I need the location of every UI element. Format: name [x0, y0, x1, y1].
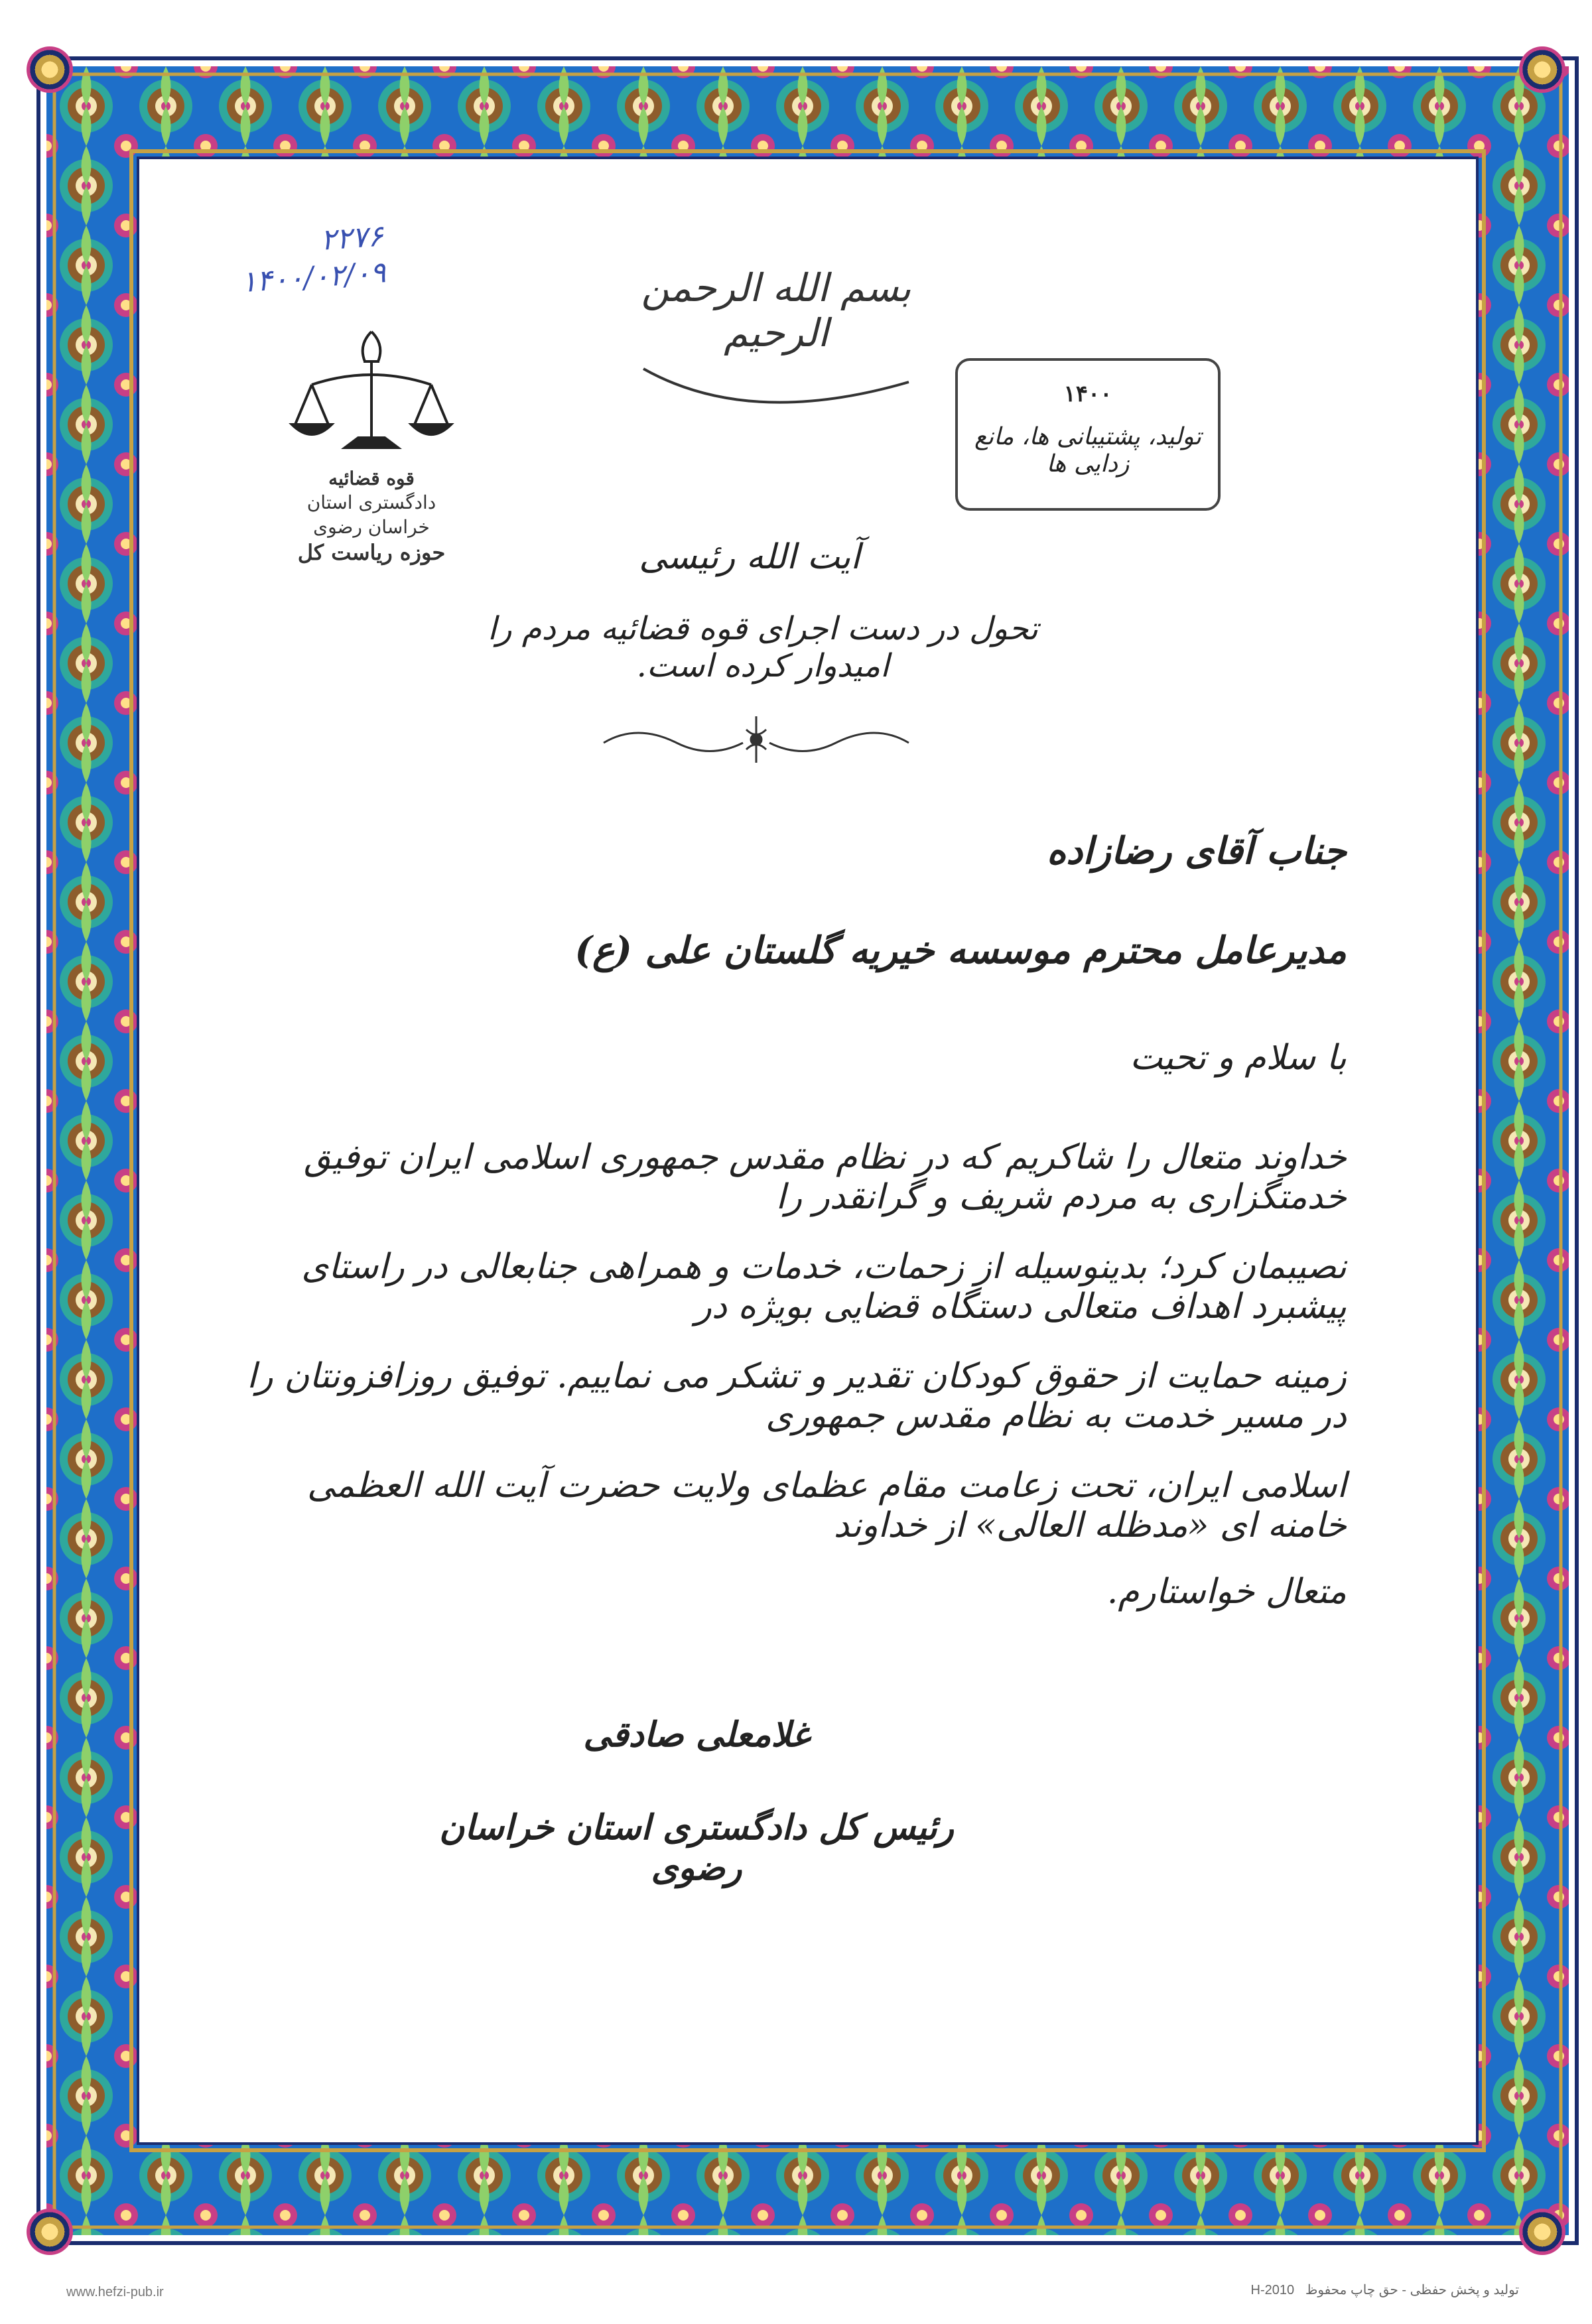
ornamental-divider: [597, 710, 915, 769]
year-slogan-box: [955, 358, 1221, 511]
publisher-footer: [1055, 2282, 1519, 2298]
calligraphy-flourish: [617, 355, 935, 422]
body-line: متعال خواستارم.: [1106, 1572, 1347, 1612]
publisher-website: www.hefzi-pub.ir: [66, 2285, 164, 2299]
addressee-title: مدیرعامل محترم موسسه خیریه گلستان علی (ع): [574, 929, 1347, 972]
corner-ornament: [27, 2209, 73, 2255]
emblem-caption-line3: حوزه ریاست کل: [297, 540, 446, 566]
bismillah-calligraphy: [617, 265, 935, 398]
corner-ornament: [27, 46, 73, 93]
addressee-name: جناب آقای رضازاده: [1046, 829, 1347, 873]
judiciary-emblem: [279, 325, 464, 566]
body-line: خداوند متعال را شاکریم که در نظام مقدس جمهوری اسلامی ایران توفیق خدمتگزاری به مردم شریف و گرانقدر را: [304, 1137, 1347, 1217]
emblem-caption-line1: قوه قضائیه: [328, 468, 415, 489]
slogan-year: ۱۴۰۰: [1063, 381, 1112, 407]
product-code: H-2010: [1250, 2283, 1295, 2297]
body-line: زمینه حمایت از حقوق کودکان تقدیر و تشکر می نماییم. توفیق روزافزونتان را در مسیر خدمت به نظام مقدس جمهوری: [247, 1356, 1347, 1436]
corner-ornament: [1519, 46, 1565, 93]
slogan-text: تولید، پشتیبانی ها، مانع زدایی ها: [974, 423, 1202, 478]
epigraph-quote: تحول در دست اجرای قوه قضائیه مردم را امیدوار کرده است.: [488, 610, 1038, 684]
signer-title: رئیس کل دادگستری استان خراسان رضوی: [439, 1807, 954, 1888]
registration-date: ۱۴۰۰/۰۲/۰۹: [239, 255, 387, 300]
epigraph-author: آیت الله رئیسی: [639, 537, 860, 577]
emblem-caption-line2: دادگستری استان خراسان رضوی: [306, 491, 436, 538]
body-line: نصیبمان کرد؛ بدینوسیله از زحمات، خدمات و همراهی جنابعالی در راستای پیشبرد اهداف متعالی دستگاه قضایی بویژه در: [301, 1247, 1347, 1326]
scales-of-justice-icon: [279, 325, 464, 464]
publisher-note: تولید و پخش حفظی - حق چاپ محفوظ: [1305, 2283, 1519, 2297]
bismillah-text: بسم الله الرحمن الرحیم: [641, 265, 911, 355]
body-line: اسلامی ایران، تحت زعامت مقام عظمای ولایت حضرت آیت الله العظمی خامنه ای «مدظله العالی» از خداوند: [306, 1466, 1347, 1545]
corner-ornament: [1519, 2209, 1565, 2255]
greeting: با سلام و تحیت: [1130, 1038, 1347, 1078]
registration-number: ۲۲۷۶: [319, 219, 385, 257]
signer-name: غلامعلی صادقی: [583, 1714, 810, 1755]
